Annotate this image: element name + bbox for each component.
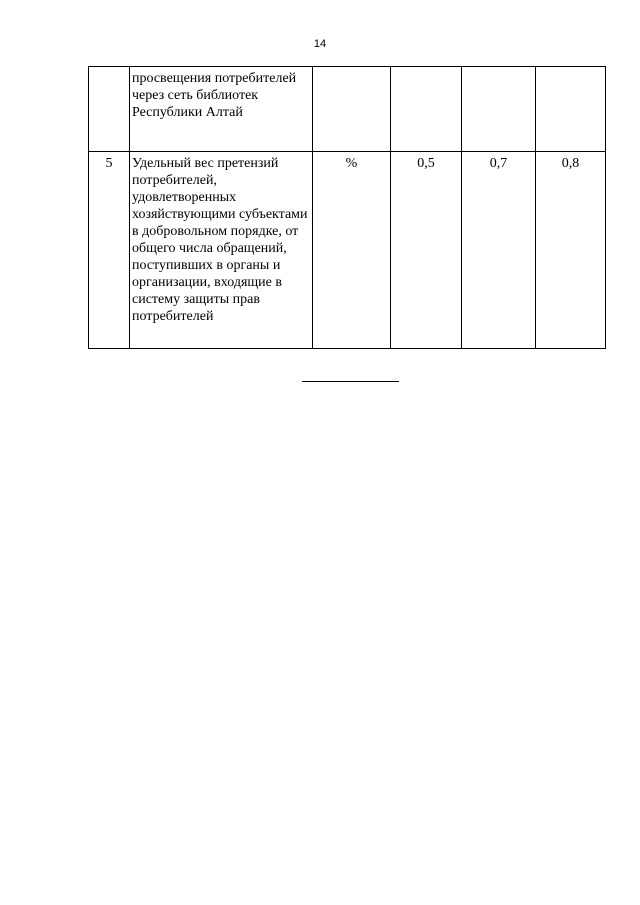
- value-cell-3: [536, 67, 606, 152]
- page-number: 14: [313, 38, 327, 50]
- indicator-name-cell: Удельный вес претензий потребителей, удовлетворенных хозяйствующими субъектами в добровольном порядке, от общего числа обращений, поступивших в органы и организации, входящие в систему защиты прав потребителей: [130, 152, 313, 349]
- value-cell-2: 0,7: [462, 152, 536, 349]
- table-row: [89, 152, 606, 349]
- value-cell-1: 0,5: [391, 152, 462, 349]
- value-cell-3: 0,8: [536, 152, 606, 349]
- value-cell-2: [462, 67, 536, 152]
- table-row: [89, 67, 606, 152]
- unit-cell: %: [313, 152, 391, 349]
- row-number-cell: 5: [89, 152, 130, 349]
- indicator-name-cell: просвещения потребителей через сеть библиотек Республики Алтай: [130, 67, 313, 152]
- closing-rule: [302, 381, 399, 382]
- value-cell-1: [391, 67, 462, 152]
- unit-cell: [313, 67, 391, 152]
- indicators-table: [88, 66, 606, 349]
- row-number-cell: [89, 67, 130, 152]
